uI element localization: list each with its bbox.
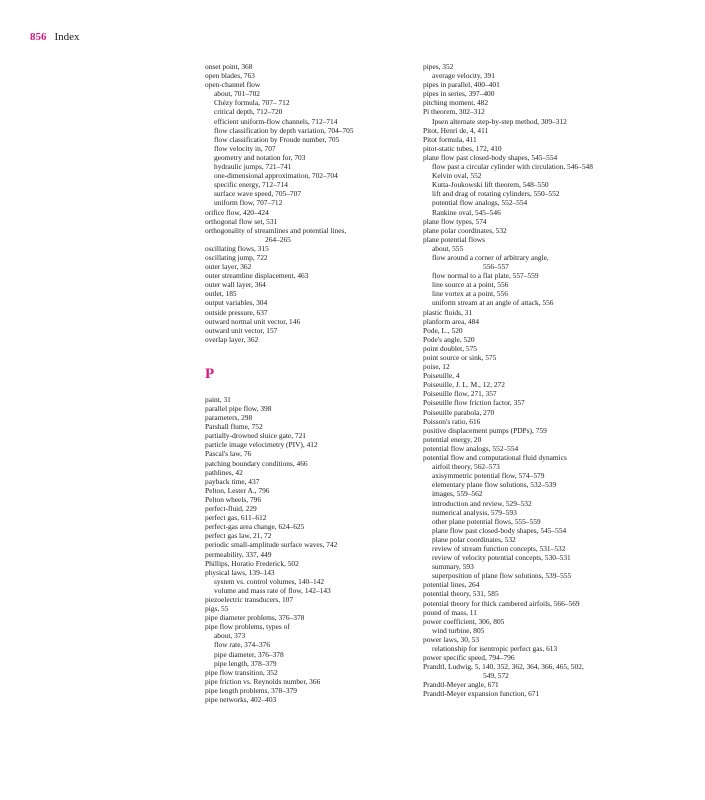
index-subentry: superposition of plane flow solutions, 539–555 xyxy=(432,571,572,581)
index-subentry: Chézy formula, 707– 712 xyxy=(214,98,290,108)
index-entry: pound of mass, 11 xyxy=(423,607,477,617)
index-subentry: numerical analysis, 579–593 xyxy=(432,507,517,517)
index-entry: potential flow analogs, 552–554 xyxy=(423,443,519,453)
index-subentry: pipe diameter, 376–378 xyxy=(214,649,284,659)
index-entry: pipes in series, 397–400 xyxy=(423,89,495,99)
index-entry: outward unit vector, 157 xyxy=(205,325,278,335)
index-entry: periodic small-amplitude surface waves, 742 xyxy=(205,540,338,550)
index-subentry: pipe length, 378–379 xyxy=(214,658,277,668)
index-entry: pipe flow transition, 352 xyxy=(205,667,278,677)
index-entry: permeability, 337, 449 xyxy=(205,549,272,559)
index-entry: pipe flow problems, types of xyxy=(205,622,290,632)
index-entry: output variables, 304 xyxy=(205,298,268,308)
index-entry: potential energy, 20 xyxy=(423,434,482,444)
index-subentry: 264–265 xyxy=(265,234,291,244)
index-entry: pipes in parallel, 400–401 xyxy=(423,80,500,90)
index-entry: power laws, 30, 53 xyxy=(423,634,480,644)
index-subentry: flow normal to a flat plate, 557–559 xyxy=(432,271,539,281)
index-subentry: volume and mass rate of flow, 142–143 xyxy=(214,585,331,595)
index-subentry: plane polar coordinates, 532 xyxy=(432,534,516,544)
index-entry: plane flow types, 574 xyxy=(423,216,487,226)
index-entry: partially-drowned sluice gate, 721 xyxy=(205,431,306,441)
index-entry: pipe networks, 402–403 xyxy=(205,695,277,704)
index-subentry: Rankine oval, 545–546 xyxy=(432,207,501,217)
index-subentry: line source at a point, 556 xyxy=(432,280,509,290)
index-entry: potential lines, 264 xyxy=(423,580,480,590)
index-subentry: geometry and notation for, 703 xyxy=(214,152,306,162)
index-entry: Pode's angle, 520 xyxy=(423,334,475,344)
index-subentry: efficient uniform-flow channels, 712–714 xyxy=(214,116,338,126)
index-entry: plane potential flows xyxy=(423,234,485,244)
index-entry: Pitot formula, 411 xyxy=(423,134,477,144)
index-entry: Poiseuille, 4 xyxy=(423,371,460,381)
index-entry: Poiseuille, J. L. M., 12, 272 xyxy=(423,380,505,390)
index-subentry: flow past a circular cylinder with circulation, 546–548 xyxy=(432,162,593,172)
index-entry: potential theory for thick cambered airfoils, 566–569 xyxy=(423,598,580,608)
index-subentry: Ipsen alternate step-by-step method, 309–312 xyxy=(432,116,567,126)
o-entries xyxy=(205,62,410,344)
index-entry: payback time, 437 xyxy=(205,476,260,486)
index-subentry: 549, 572 xyxy=(483,671,509,681)
index-entry: poise, 12 xyxy=(423,362,450,372)
index-entry: parameters, 298 xyxy=(205,413,253,423)
index-entry: outlet, 185 xyxy=(205,289,237,299)
index-subentry: surface wave speed, 705–707 xyxy=(214,189,302,199)
index-entry: power specific speed, 794–796 xyxy=(423,653,515,663)
index-entry: physical laws, 139–143 xyxy=(205,567,275,577)
index-entry: pitot-static tubes, 172, 410 xyxy=(423,143,502,153)
index-entry: Poiseuille flow friction factor, 357 xyxy=(423,398,525,408)
index-column-right xyxy=(423,62,663,699)
index-entry: Pelton, Lester A., 796 xyxy=(205,485,270,495)
index-entry: Poiseuille flow, 271, 357 xyxy=(423,389,497,399)
index-subentry: uniform stream at an angle of attack, 556 xyxy=(432,298,554,308)
index-entry: oscillating flows, 315 xyxy=(205,243,269,253)
index-entry: overlap layer, 362 xyxy=(205,334,259,344)
index-entry: Pi theorem, 302–312 xyxy=(423,107,485,117)
index-subentry: potential flow analogs, 552–554 xyxy=(432,198,528,208)
index-subentry: review of velocity potential concepts, 530–531 xyxy=(432,553,571,563)
index-entry: piezoelectric transducers, 107 xyxy=(205,594,294,604)
index-entry: paint, 31 xyxy=(205,394,231,404)
index-subentry: elementary plane flow solutions, 532–539 xyxy=(432,480,557,490)
index-subentry: specific energy, 712–714 xyxy=(214,180,288,190)
index-entry: Pascal's law, 76 xyxy=(205,449,252,459)
index-entry: point doublet, 575 xyxy=(423,343,477,353)
index-entry: orifice flow, 420–424 xyxy=(205,207,269,217)
index-subentry: hydraulic jumps, 721–741 xyxy=(214,162,292,172)
index-entry: patching boundary conditions, 466 xyxy=(205,458,308,468)
index-subentry: introduction and review, 529–532 xyxy=(432,498,532,508)
index-entry: onset point, 368 xyxy=(205,62,253,71)
index-subentry: images, 559–562 xyxy=(432,489,483,499)
index-subentry: flow around a corner of arbitrary angle, xyxy=(432,252,549,262)
index-subentry: airfoil theory, 562–573 xyxy=(432,462,500,472)
index-entry: Prandtl, Ludwig, 5, 140, 352, 362, 364, 366, 465, 502, xyxy=(423,662,584,672)
index-subentry: Kutta-Joukowski lift theorem, 548–550 xyxy=(432,180,549,190)
index-entry: Pitot, Henri de, 4, 411 xyxy=(423,125,489,135)
index-entry: perfect-gas area change, 624–625 xyxy=(205,522,305,532)
index-entry: Poiseuille parabola, 270 xyxy=(423,407,495,417)
index-subentry: review of stream function concepts, 531–532 xyxy=(432,543,566,553)
index-subentry: critical depth, 712–720 xyxy=(214,107,283,117)
p-entries xyxy=(205,395,410,704)
index-subentry: uniform flow, 707–712 xyxy=(214,198,283,208)
index-entry: pipe friction vs. Reynolds number, 366 xyxy=(205,676,321,686)
index-entry: open blades, 763 xyxy=(205,71,255,81)
index-subentry: Kelvin oval, 552 xyxy=(432,171,482,181)
index-subentry: system vs. control volumes, 140–142 xyxy=(214,576,325,586)
index-entry: Prandtl-Meyer expansion function, 671 xyxy=(423,689,540,699)
index-entry: point source or sink, 575 xyxy=(423,353,497,362)
index-entry: plane polar coordinates, 532 xyxy=(423,225,507,235)
index-entry: oscillating jump, 722 xyxy=(205,252,268,262)
running-title: Index xyxy=(54,31,80,43)
index-subentry: one-dimensional approximation, 702–704 xyxy=(214,171,338,181)
index-entry: perfect-fluid, 229 xyxy=(205,504,257,514)
index-entry: power coefficient, 306, 805 xyxy=(423,616,505,626)
index-entry: orthogonality of streamlines and potential lines, xyxy=(205,225,347,235)
index-entry: outer streamline displacement, 463 xyxy=(205,271,309,281)
index-entry: pipes, 352 xyxy=(423,62,454,71)
index-entry: outside pressure, 637 xyxy=(205,307,268,317)
index-subentry: flow rate, 374–376 xyxy=(214,640,271,650)
index-subentry: about, 373 xyxy=(214,631,246,641)
index-entry: pipe diameter problems, 376–378 xyxy=(205,613,305,623)
index-entry: positive displacement pumps (PDPs), 759 xyxy=(423,425,547,435)
index-column-left xyxy=(205,62,410,704)
index-subentry: line vortex at a point, 556 xyxy=(432,289,508,299)
index-entry: Parshall flume, 752 xyxy=(205,422,263,432)
index-entry: potential theory, 531, 585 xyxy=(423,589,499,599)
index-subentry: relationship for isentropic perfect gas, 613 xyxy=(432,644,558,653)
index-entry: Poisson's ratio, 616 xyxy=(423,416,481,426)
index-entry: pipe length problems, 378–379 xyxy=(205,685,297,695)
index-entry: open-channel flow xyxy=(205,80,261,90)
index-entry: plane flow past closed-body shapes, 545–554 xyxy=(423,152,558,162)
index-subentry: wind turbine, 805 xyxy=(432,625,485,635)
index-entry: Pode, L., 520 xyxy=(423,325,463,335)
index-entry: pigs, 55 xyxy=(205,604,229,614)
index-entry: outer wall layer, 364 xyxy=(205,280,266,290)
index-subentry: flow classification by Froude number, 705 xyxy=(214,134,340,144)
index-entry: pitching moment, 482 xyxy=(423,98,489,108)
index-subentry: 556–557 xyxy=(483,262,509,272)
index-subentry: flow velocity in, 707 xyxy=(214,143,276,153)
index-subentry: about, 701–702 xyxy=(214,89,260,99)
index-entry: orthogonal flow set, 531 xyxy=(205,216,278,226)
index-subentry: average velocity, 391 xyxy=(432,71,495,81)
index-subentry: axisymmetric potential flow, 574–579 xyxy=(432,471,545,481)
index-subentry: other plane potential flows, 555–559 xyxy=(432,516,541,526)
index-entry: planform area, 484 xyxy=(423,316,480,326)
index-entry: Prandtl-Meyer angle, 671 xyxy=(423,680,499,690)
section-letter-p: P xyxy=(205,365,215,382)
index-entry: perfect gas, 611–612 xyxy=(205,513,267,523)
index-subentry: summary, 593 xyxy=(432,562,474,572)
index-entry: parallel pipe flow, 398 xyxy=(205,404,272,413)
index-entry: Phillips, Horatio Frederick, 502 xyxy=(205,558,299,568)
index-subentry: flow classification by depth variation, 704–705 xyxy=(214,125,354,135)
index-entry: particle image velocimetry (PIV), 412 xyxy=(205,440,318,450)
running-header xyxy=(30,31,80,44)
page-number: 856 xyxy=(30,31,47,43)
index-entry: potential flow and computational fluid dynamics xyxy=(423,453,567,463)
index-subentry: plane flow past closed-body shapes, 545–554 xyxy=(432,525,567,535)
index-entry: Pelton wheels, 796 xyxy=(205,494,262,504)
index-subentry: about, 555 xyxy=(432,243,464,253)
index-subentry: lift and drag of rotating cylinders, 550–552 xyxy=(432,189,560,199)
index-entry: outward normal unit vector, 146 xyxy=(205,316,301,326)
index-entry: pathlines, 42 xyxy=(205,467,243,477)
index-entry: perfect gas law, 21, 72 xyxy=(205,531,272,541)
index-entry: outer layer, 362 xyxy=(205,262,252,272)
index-entry: plastic fluids, 31 xyxy=(423,307,473,317)
